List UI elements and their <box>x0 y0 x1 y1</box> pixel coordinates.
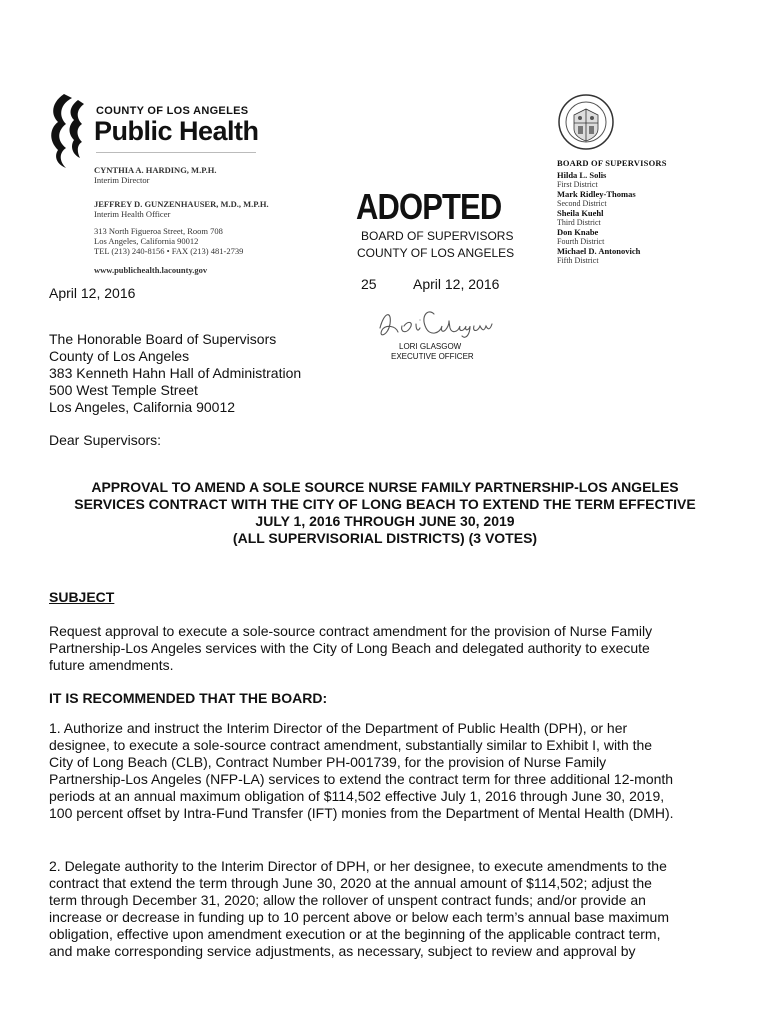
letter-date: April 12, 2016 <box>49 285 136 301</box>
paragraph-line: Partnership-Los Angeles (NFP-LA) services to extend the contract term for three additional 12-month <box>49 771 674 787</box>
signer-title: EXECUTIVE OFFICER <box>391 352 474 361</box>
paragraph-line: Request approval to execute a sole-source contract amendment for the provision of Nurse Family <box>49 623 653 639</box>
signature-image <box>370 302 502 344</box>
public-health-logo-icon <box>44 92 92 170</box>
agenda-item-number: 25 <box>361 276 377 292</box>
health-officer-name: JEFFREY D. GUNZENHAUSER, M.D., M.P.H. <box>94 199 269 209</box>
adopted-stamp-title: ADOPTED <box>356 186 502 227</box>
board-of-supervisors-list <box>557 158 667 266</box>
board-member-name: Mark Ridley-Thomas <box>557 189 636 199</box>
department-name: Public Health <box>94 116 259 146</box>
paragraph-line: term through December 31, 2020; allow the rollover of unspent contract funds; and/or provide an <box>49 892 646 908</box>
department-county-label: COUNTY OF LOS ANGELES <box>96 105 249 117</box>
address-line: Los Angeles, California 90012 <box>94 236 199 246</box>
address-line: 313 North Figueroa Street, Room 708 <box>94 226 223 236</box>
recipient-address <box>49 331 301 416</box>
paragraph-line: 1. Authorize and instruct the Interim Director of the Department of Public Health (DPH), or her <box>49 720 628 736</box>
board-title: BOARD OF SUPERVISORS <box>557 158 667 168</box>
board-member-district: Fifth District <box>557 256 599 265</box>
heading-line: JULY 1, 2016 THROUGH JUNE 30, 2019 <box>255 513 515 529</box>
recipient-line: County of Los Angeles <box>49 348 190 364</box>
salutation: Dear Supervisors: <box>49 432 162 448</box>
recommendation-heading: IT IS RECOMMENDED THAT THE BOARD: <box>49 690 328 706</box>
board-member-district: First District <box>557 180 598 189</box>
subject-paragraph <box>49 623 729 674</box>
board-member <box>557 209 667 227</box>
recipient-line: 383 Kenneth Hahn Hall of Administration <box>49 365 302 381</box>
department-website: www.publichealth.lacounty.gov <box>94 265 208 275</box>
paragraph-line: obligation, effective upon amendment execution or at the beginning of the applicable contract term, <box>49 926 661 942</box>
adopted-date: April 12, 2016 <box>413 276 500 292</box>
heading-line: APPROVAL TO AMEND A SOLE SOURCE NURSE FAMILY PARTNERSHIP-LOS ANGELES <box>91 479 679 495</box>
subject-label: SUBJECT <box>49 589 115 605</box>
health-officer-title: Interim Health Officer <box>94 209 171 219</box>
recipient-line: 500 West Temple Street <box>49 382 198 398</box>
board-member-district: Fourth District <box>557 237 605 246</box>
board-member-name: Hilda L. Solis <box>557 170 607 180</box>
adopted-stamp-county: COUNTY OF LOS ANGELES <box>357 246 515 260</box>
paragraph-line: 2. Delegate authority to the Interim Director of DPH, or her designee, to execute amendments to the <box>49 858 667 874</box>
paragraph-line: periods at an annual maximum obligation of $114,502 effective July 1, 2016 through June 30, 2019, <box>49 788 665 804</box>
board-member-district: Third District <box>557 218 601 227</box>
board-member-name: Michael D. Antonovich <box>557 246 641 256</box>
paragraph-line: Partnership-Los Angeles services with the City of Long Beach and delegated authority to execute <box>49 640 650 656</box>
board-member <box>557 190 667 208</box>
recipient-line: The Honorable Board of Supervisors <box>49 331 277 347</box>
recommendation-item-2 <box>49 858 739 960</box>
director-name: CYNTHIA A. HARDING, M.P.H. <box>94 165 217 175</box>
county-seal-icon <box>558 93 614 151</box>
paragraph-line: and make corresponding service adjustments, as necessary, subject to review and approval by <box>49 943 636 959</box>
paragraph-line: increase or decrease in funding up to 10 percent above or below each term’s annual base maximum <box>49 909 669 925</box>
paragraph-line: designee, to execute a sole-source contract amendment, substantially similar to Exhibit I, with the <box>49 737 653 753</box>
board-member-district: Second District <box>557 199 607 208</box>
recommendation-item-1 <box>49 720 739 822</box>
board-member <box>557 228 667 246</box>
heading-line: SERVICES CONTRACT WITH THE CITY OF LONG BEACH TO EXTEND THE TERM EFFECTIVE <box>74 496 696 512</box>
phone-fax: TEL (213) 240-8156 • FAX (213) 481-2739 <box>94 246 244 256</box>
adopted-stamp-board: BOARD OF SUPERVISORS <box>361 229 514 243</box>
heading-line: (ALL SUPERVISORIAL DISTRICTS) (3 VOTES) <box>232 530 538 546</box>
director-block <box>94 165 216 185</box>
health-officer-block <box>94 199 269 219</box>
recipient-line: Los Angeles, California 90012 <box>49 399 236 415</box>
signer-name: LORI GLASGOW <box>399 342 462 351</box>
board-member-name: Sheila Kuehl <box>557 208 604 218</box>
director-title: Interim Director <box>94 175 150 185</box>
letter-heading <box>40 479 730 547</box>
paragraph-line: City of Long Beach (CLB), Contract Number PH-001739, for the provision of Nurse Family <box>49 754 607 770</box>
paragraph-line: future amendments. <box>49 657 174 673</box>
department-address <box>94 226 243 256</box>
letterhead-divider <box>96 152 256 153</box>
board-member-name: Don Knabe <box>557 227 599 237</box>
paragraph-line: 100 percent offset by Intra-Fund Transfer (IFT) monies from the Department of Mental Health (DMH). <box>49 805 674 821</box>
board-member <box>557 171 667 189</box>
paragraph-line: contract that extend the term through June 30, 2020 at the annual amount of $114,502; adjust the <box>49 875 652 891</box>
board-member <box>557 247 667 265</box>
